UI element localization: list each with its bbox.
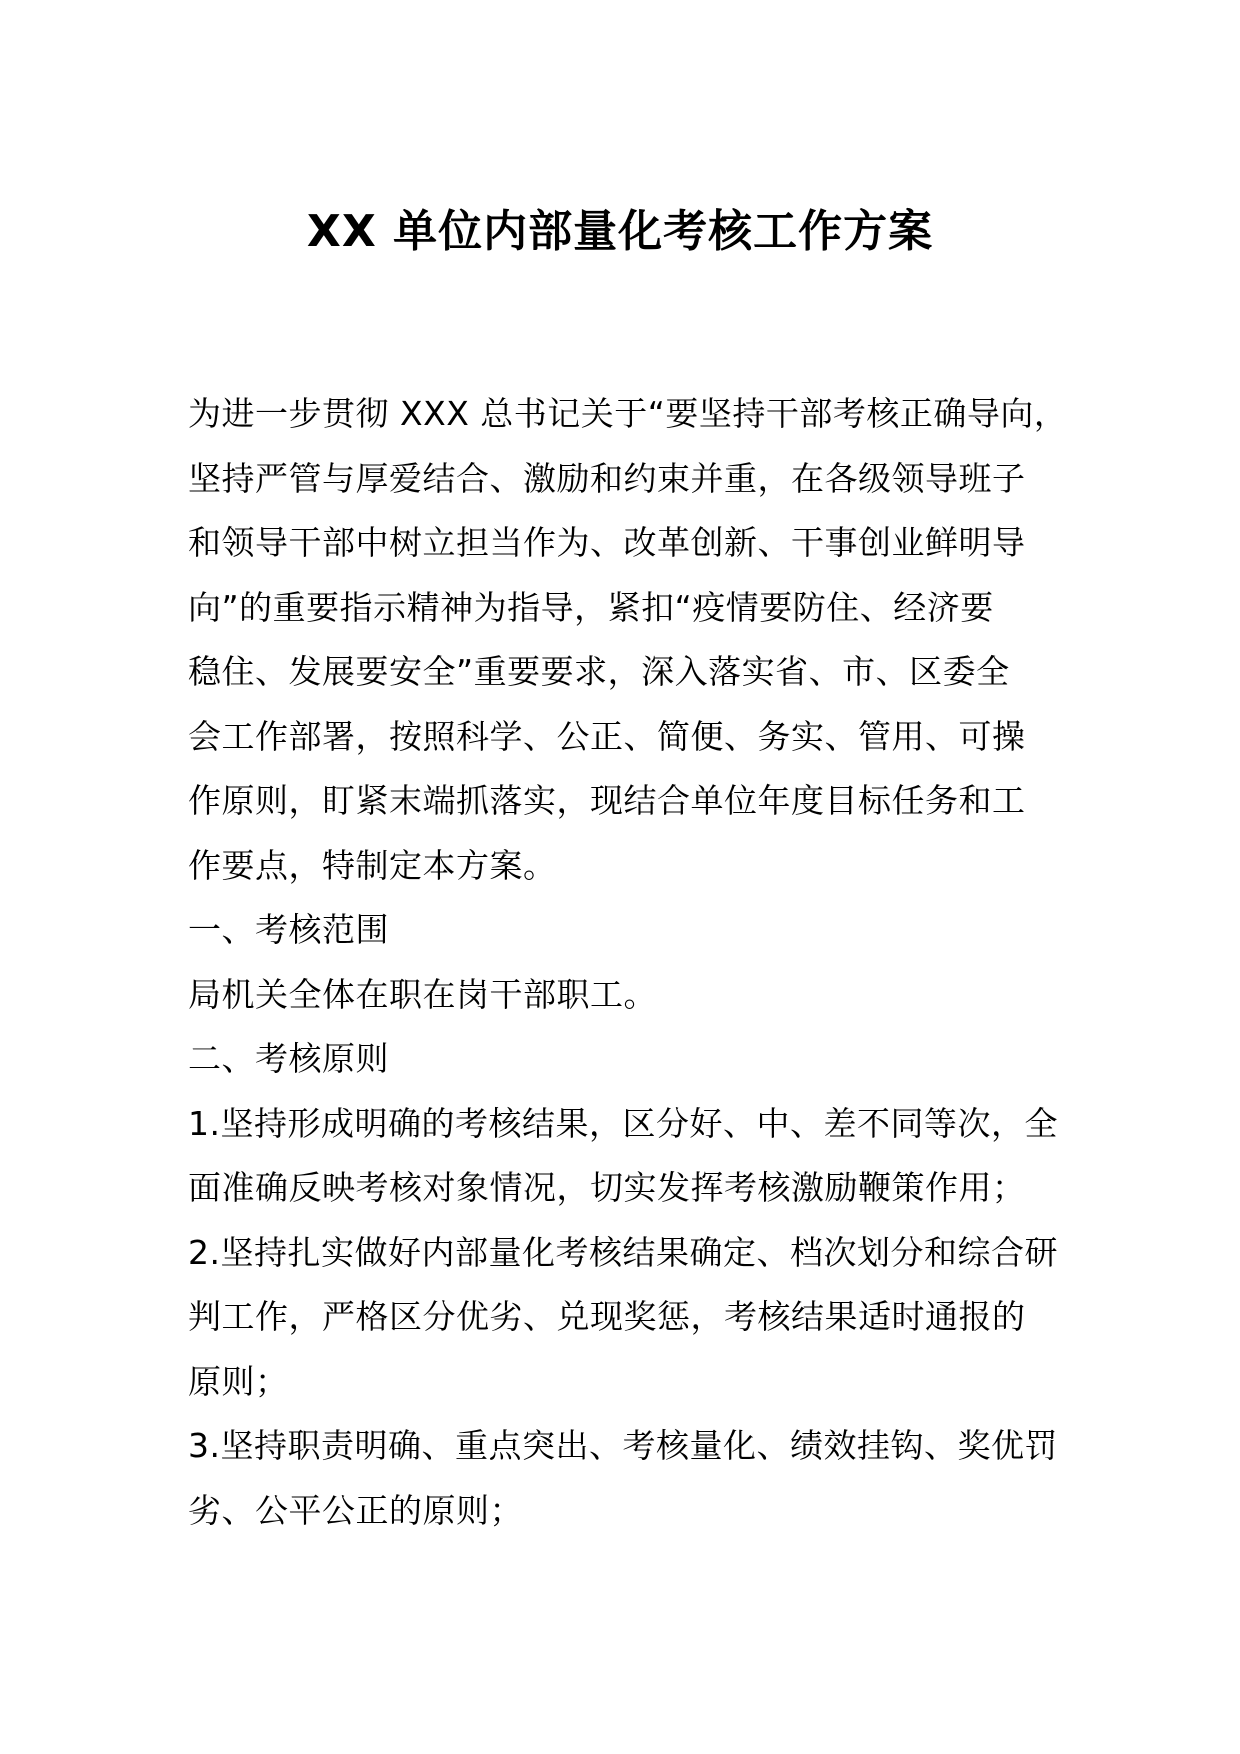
- body-line: 稳住、发展要安全”重要要求，深入落实省、市、区委全: [188, 652, 1010, 691]
- body-line: 坚持严管与厚爱结合、激励和约束并重，在各级领导班子: [188, 458, 1026, 498]
- body-line: 作要点，特制定本方案。: [188, 845, 557, 885]
- body-line: 局机关全体在职在岗干部职工。: [188, 974, 657, 1014]
- body-line: 会工作部署，按照科学、公正、简便、务实、管用、可操: [188, 716, 1026, 756]
- list-item-line: 劣、公平公正的原则；: [188, 1490, 523, 1530]
- section-heading: 二、考核原则: [188, 1039, 389, 1078]
- list-item-line: 原则；: [188, 1361, 289, 1401]
- body-line: 为进一步贯彻 XXX 总书记关于“要坚持干部考核正确导向，: [188, 394, 1068, 433]
- document-title: XX 单位内部量化考核工作方案: [306, 206, 934, 257]
- list-item-line: 2.坚持扎实做好内部量化考核结果确定、档次划分和综合研: [188, 1232, 1058, 1272]
- body-line: 作原则，盯紧末端抓落实，现结合单位年度目标任务和工: [188, 781, 1026, 820]
- list-item-line: 1.坚持形成明确的考核结果，区分好、中、差不同等次，全: [188, 1103, 1058, 1143]
- section-heading: 一、考核范围: [188, 910, 389, 949]
- body-line: 和领导干部中树立担当作为、改革创新、干事创业鲜明导: [188, 523, 1026, 562]
- document-body: [188, 382, 1068, 1543]
- list-item-line: 判工作，严格区分优劣、兑现奖惩，考核结果适时通报的: [188, 1297, 1026, 1336]
- list-item-line: 3.坚持职责明确、重点突出、考核量化、绩效挂钩、奖优罚: [188, 1426, 1058, 1465]
- body-line: 向”的重要指示精神为指导，紧扣“疫情要防住、经济要: [188, 587, 994, 627]
- list-item-line: 面准确反映考核对象情况，切实发挥考核激励鞭策作用；: [188, 1168, 1026, 1207]
